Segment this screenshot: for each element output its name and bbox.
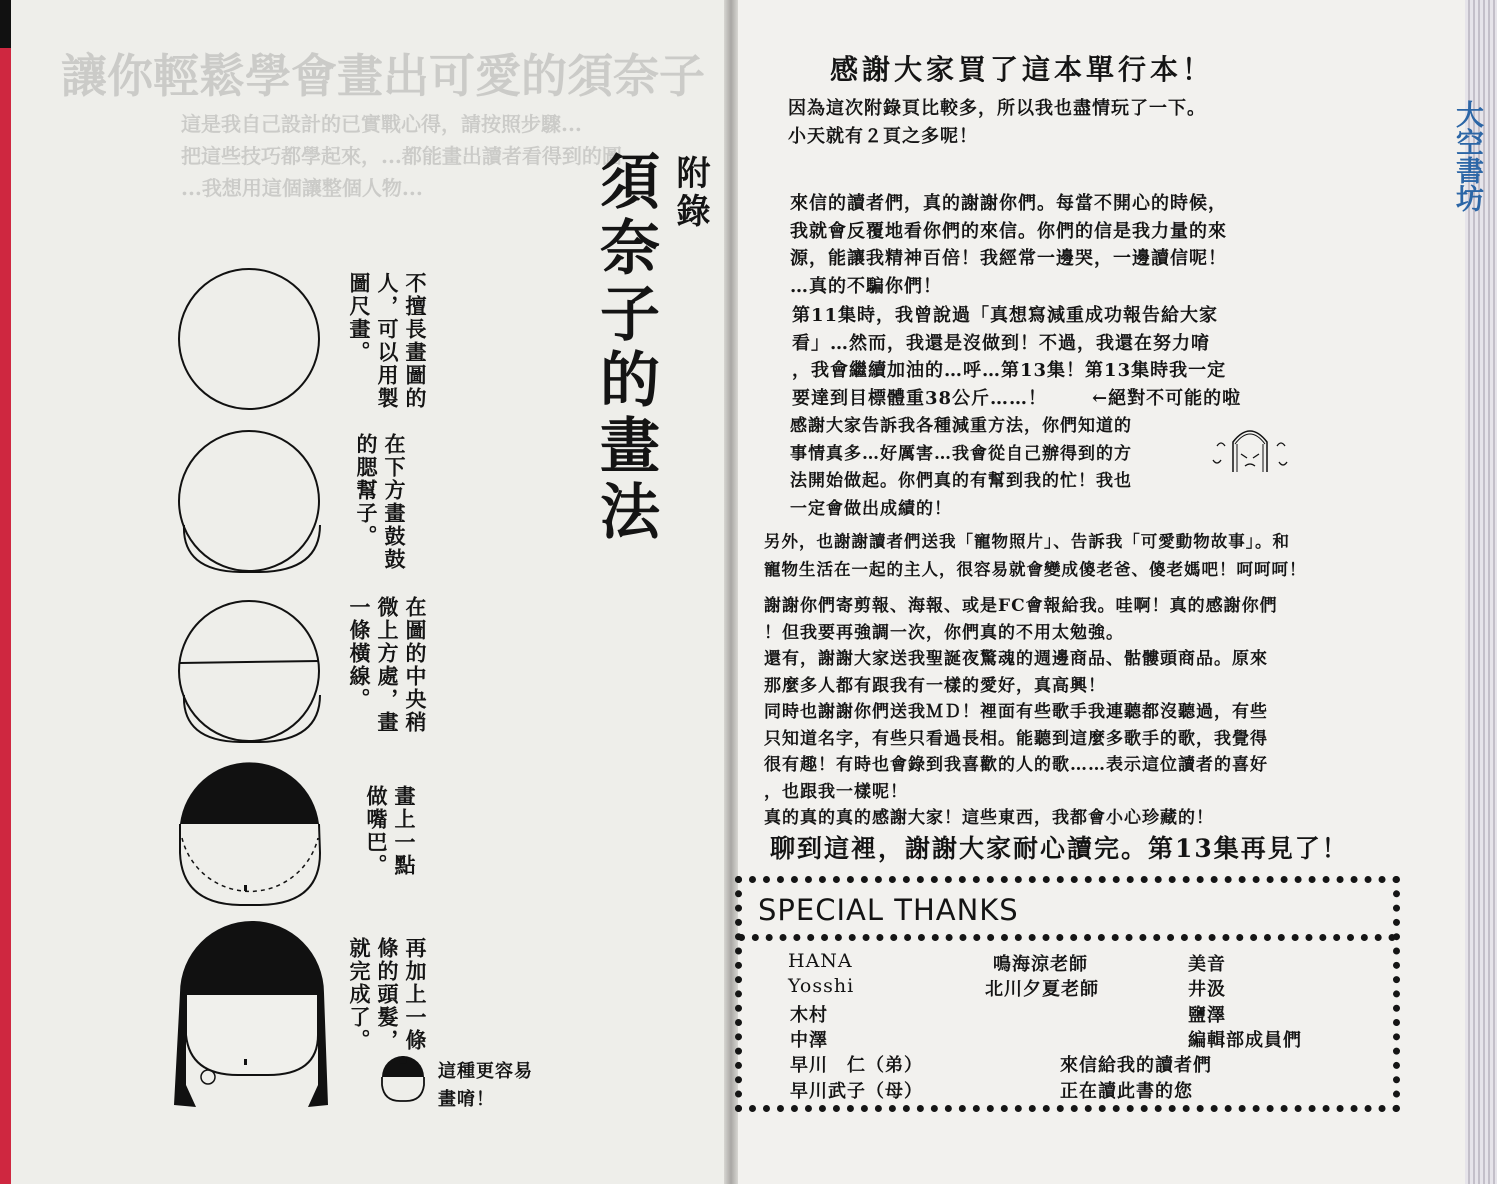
step-5-complete-drawing [168, 925, 338, 1115]
step-4-text: 畫上一點 做嘴巴。 [364, 785, 417, 877]
thanks-name: 來信給我的讀者們 [1060, 1055, 1212, 1076]
easier-note: 這種更容易 畫唷！ [438, 1061, 533, 1110]
step-2-cheeks-drawing [170, 425, 330, 585]
thanks-name: 木村 [790, 1005, 828, 1026]
thanks-name: 編輯部成員們 [1188, 1030, 1302, 1051]
paragraph-5: 另外，也謝謝讀者們送我「寵物照片」、告訴我「可愛動物故事」。和 寵物生活在一起的主人，很容易就會變成傻老爸、傻老媽吧！呵呵呵！ [764, 532, 1307, 579]
thanks-name: 早川武子（母） [790, 1081, 923, 1102]
thanks-name: 中澤 [790, 1030, 828, 1051]
special-thanks-divider [738, 934, 1396, 941]
step-1-text: 不擅長畫圖的 人，可以用製 圖尺畫。 [347, 272, 428, 410]
step-3-line-drawing [170, 597, 330, 757]
step-1-circle-drawing [170, 262, 330, 422]
step-3-text: 在圖的中央稍 微上方處，畫 一條橫線。 [347, 596, 428, 734]
thanks-name: 北川夕夏老師 [985, 979, 1099, 1000]
step-4-mouth-drawing [170, 758, 330, 918]
binding-edge-left [0, 0, 11, 1184]
paragraph-6: 謝謝你們寄剪報、海報、或是FC會報給我。哇啊！真的感謝你們 ！但我要再強調一次，你們真的不用太勉強。 還有，謝謝大家送我聖誕夜驚魂的週邊商品、骷髏頭商品。原來 那麼多人都有跟我有一樣的愛好，真高興！ 同時也謝謝你們送我ＭＤ！裡面有些歌手我連聽都沒聽過，有些 只知道名字，有些只看過長相。能聽到這麼多歌手的歌，我覺得 很有趣！有時也會錄到我喜歡的人的歌……表示這位讀者的喜好 ，也跟我一樣呢！ 真的真的真的感謝大家！這些東西，我都會小心珍藏的！ [764, 596, 1278, 828]
thanks-name: 美音 [1188, 954, 1226, 975]
thanks-name: 早川 仁（弟） [790, 1055, 923, 1076]
closing-line: 聊到這裡，謝謝大家耐心讀完。第13集再見了！ [770, 834, 1349, 863]
ghost-line: 這是我自己設計的已實戰心得，請按照步驟... [181, 112, 582, 136]
step-5-text: 再加上一條 條的頭髮， 就完成了。 [347, 937, 428, 1052]
crying-girl-doodle [1205, 418, 1295, 488]
thanks-name: 正在讀此書的您 [1060, 1081, 1193, 1102]
publisher-edge-text: 大空書坊 [1452, 100, 1485, 212]
paragraph-1: 因為這次附錄頁比較多，所以我也盡情玩了一下。 小天就有２頁之多呢！ [788, 98, 1206, 147]
mini-face-icon [378, 1055, 428, 1105]
special-thanks-title: SPECIAL THANKS [758, 893, 1019, 927]
paragraph-2: 來信的讀者們，真的謝謝你們。每當不開心的時候， 我就會反覆地看你們的來信。你們的信是我力量的來 源，能讓我精神百倍！我經常一邊哭，一邊讀信呢！ …真的不騙你們！ [790, 193, 1227, 297]
headline: 感謝大家買了這本單行本！ [830, 53, 1215, 86]
thanks-name: Yosshi [788, 975, 855, 997]
ghost-line: 把這些技巧都學起來，...都能畫出讀者看得到的圖 [181, 144, 622, 168]
ghost-heading: 讓你輕鬆學會畫出可愛的須奈子 [61, 49, 705, 103]
aside-note: ←絕對不可能的啦 [1092, 388, 1242, 409]
step-2-text: 在下方畫鼓鼓 的腮幫子。 [354, 433, 407, 571]
ghost-line: ...我想用這個讓整個人物... [181, 176, 423, 200]
thanks-name: HANA [788, 950, 853, 972]
paragraph-4: 感謝大家告訴我各種減重方法，你們知道的 事情真多…好厲害…我會從自己辦得到的方 法開始做起。你們真的有幫到我的忙！我也 一定會做出成績的！ [790, 416, 1132, 519]
appendix-label: 附錄 [670, 155, 710, 231]
thanks-name: 鹽澤 [1188, 1005, 1226, 1026]
paragraph-3: 第11集時，我曾說過「真想寫減重成功報告給大家 看」…然而，我還是沒做到！不過，我還在努力唷 ，我會繼續加油的…呼…第13集！第13集時我一定 要達到目標體重38公斤……！ [792, 305, 1227, 409]
thanks-name: 井汲 [1188, 979, 1226, 1000]
thanks-name: 鳴海涼老師 [993, 954, 1088, 975]
page-title: 須奈子的畫法 [590, 150, 660, 546]
